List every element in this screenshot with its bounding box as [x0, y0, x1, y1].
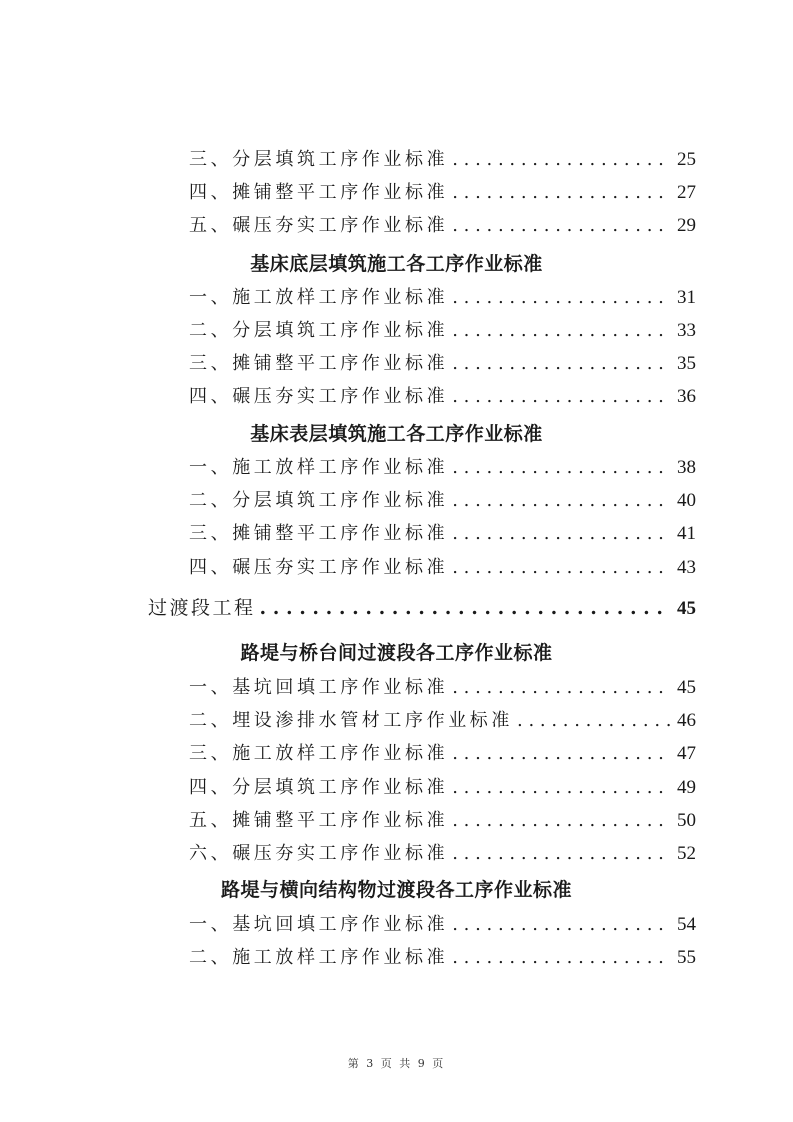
dot-leader: [452, 352, 671, 376]
dot-leader: [452, 319, 671, 343]
toc-entry[interactable]: [189, 148, 696, 172]
toc-entry-page: 54: [677, 914, 696, 935]
toc-entry[interactable]: [189, 913, 696, 937]
toc-entry-page: 38: [677, 457, 696, 478]
toc-entry-page: 40: [677, 490, 696, 511]
toc-entry-page: 33: [677, 320, 696, 341]
toc-entry[interactable]: [189, 181, 696, 205]
toc-entry-page: 45: [677, 677, 696, 698]
dot-leader: [452, 385, 671, 409]
section-heading: 基床表层填筑施工各工序作业标准: [250, 423, 543, 445]
toc-entry-page: 52: [677, 843, 696, 864]
toc-entry-label: 四、碾压夯实工序作业标准: [189, 386, 449, 407]
toc-entry[interactable]: [189, 286, 696, 310]
toc-entry-label: 过渡段工程: [148, 597, 256, 619]
toc-entry-page: 47: [677, 743, 696, 764]
toc-entry-label: 三、摊铺整平工序作业标准: [189, 523, 449, 544]
toc-entry-label: 四、摊铺整平工序作业标准: [189, 182, 449, 203]
toc-entry[interactable]: [189, 214, 696, 238]
toc-entry-page: 43: [677, 557, 696, 578]
dot-leader: [452, 556, 671, 580]
dot-leader: [452, 522, 671, 546]
toc-entry-label: 一、基坑回填工序作业标准: [189, 677, 449, 698]
dot-leader: [452, 842, 671, 866]
dot-leader: [452, 913, 671, 937]
dot-leader: [452, 286, 671, 310]
toc-entry-page: 27: [677, 182, 696, 203]
toc-entry[interactable]: [189, 522, 696, 546]
dot-leader: [452, 809, 671, 833]
toc-entry[interactable]: [189, 742, 696, 766]
section-heading: 路堤与桥台间过渡段各工序作业标准: [240, 642, 553, 664]
page-footer: 第 3 页 共 9 页: [347, 1057, 446, 1070]
toc-entry-label: 一、施工放样工序作业标准: [189, 287, 449, 308]
toc-entry-label: 一、施工放样工序作业标准: [189, 457, 449, 478]
toc-entry[interactable]: [189, 489, 696, 513]
toc-entry-page: 49: [677, 777, 696, 798]
toc-entry[interactable]: [189, 352, 696, 376]
dot-leader: [452, 676, 671, 700]
toc-entry[interactable]: [189, 709, 696, 733]
toc-entry-label: 二、施工放样工序作业标准: [189, 947, 449, 968]
toc-entry[interactable]: [189, 385, 696, 409]
toc-entry[interactable]: [189, 842, 696, 866]
toc-entry-page: 36: [677, 386, 696, 407]
dot-leader: [452, 489, 671, 513]
toc-entry-label: 三、分层填筑工序作业标准: [189, 149, 449, 170]
toc-entry-label: 三、摊铺整平工序作业标准: [189, 353, 449, 374]
toc-entry-label: 二、埋设渗排水管材工序作业标准: [189, 710, 513, 731]
toc-entry[interactable]: [189, 456, 696, 480]
toc-entry[interactable]: [189, 946, 696, 970]
dot-leader: [517, 709, 671, 733]
dot-leader: [452, 214, 671, 238]
toc-entry[interactable]: [189, 319, 696, 343]
toc-entry-label: 五、碾压夯实工序作业标准: [189, 215, 449, 236]
dot-leader: [452, 946, 671, 970]
toc-entry-label: 四、碾压夯实工序作业标准: [189, 557, 449, 578]
toc-entry[interactable]: [189, 809, 696, 833]
section-heading: 基床底层填筑施工各工序作业标准: [250, 253, 543, 275]
toc-entry-label: 三、施工放样工序作业标准: [189, 743, 449, 764]
toc-entry-page: 50: [677, 810, 696, 831]
toc-entry-page: 41: [677, 523, 696, 544]
toc-entry-page: 45: [677, 598, 696, 619]
toc-main-entry[interactable]: [148, 596, 696, 621]
toc-entry[interactable]: [189, 776, 696, 800]
dot-leader: [260, 596, 671, 620]
toc-entry-page: 55: [677, 947, 696, 968]
toc-entry-label: 六、碾压夯实工序作业标准: [189, 843, 449, 864]
toc-entry-label: 四、分层填筑工序作业标准: [189, 777, 449, 798]
toc-entry-page: 46: [677, 710, 696, 731]
toc-entry-label: 一、基坑回填工序作业标准: [189, 914, 449, 935]
dot-leader: [452, 148, 671, 172]
toc-entry-page: 25: [677, 149, 696, 170]
toc-entry-page: 35: [677, 353, 696, 374]
toc-entry-page: 31: [677, 287, 696, 308]
toc-entry-label: 五、摊铺整平工序作业标准: [189, 810, 449, 831]
section-heading: 路堤与横向结构物过渡段各工序作业标准: [220, 879, 572, 901]
toc-entry[interactable]: [189, 556, 696, 580]
toc-entry-label: 二、分层填筑工序作业标准: [189, 320, 449, 341]
toc-entry-page: 29: [677, 215, 696, 236]
dot-leader: [452, 776, 671, 800]
dot-leader: [452, 181, 671, 205]
dot-leader: [452, 742, 671, 766]
toc-entry-label: 二、分层填筑工序作业标准: [189, 490, 449, 511]
toc-entry[interactable]: [189, 676, 696, 700]
dot-leader: [452, 456, 671, 480]
